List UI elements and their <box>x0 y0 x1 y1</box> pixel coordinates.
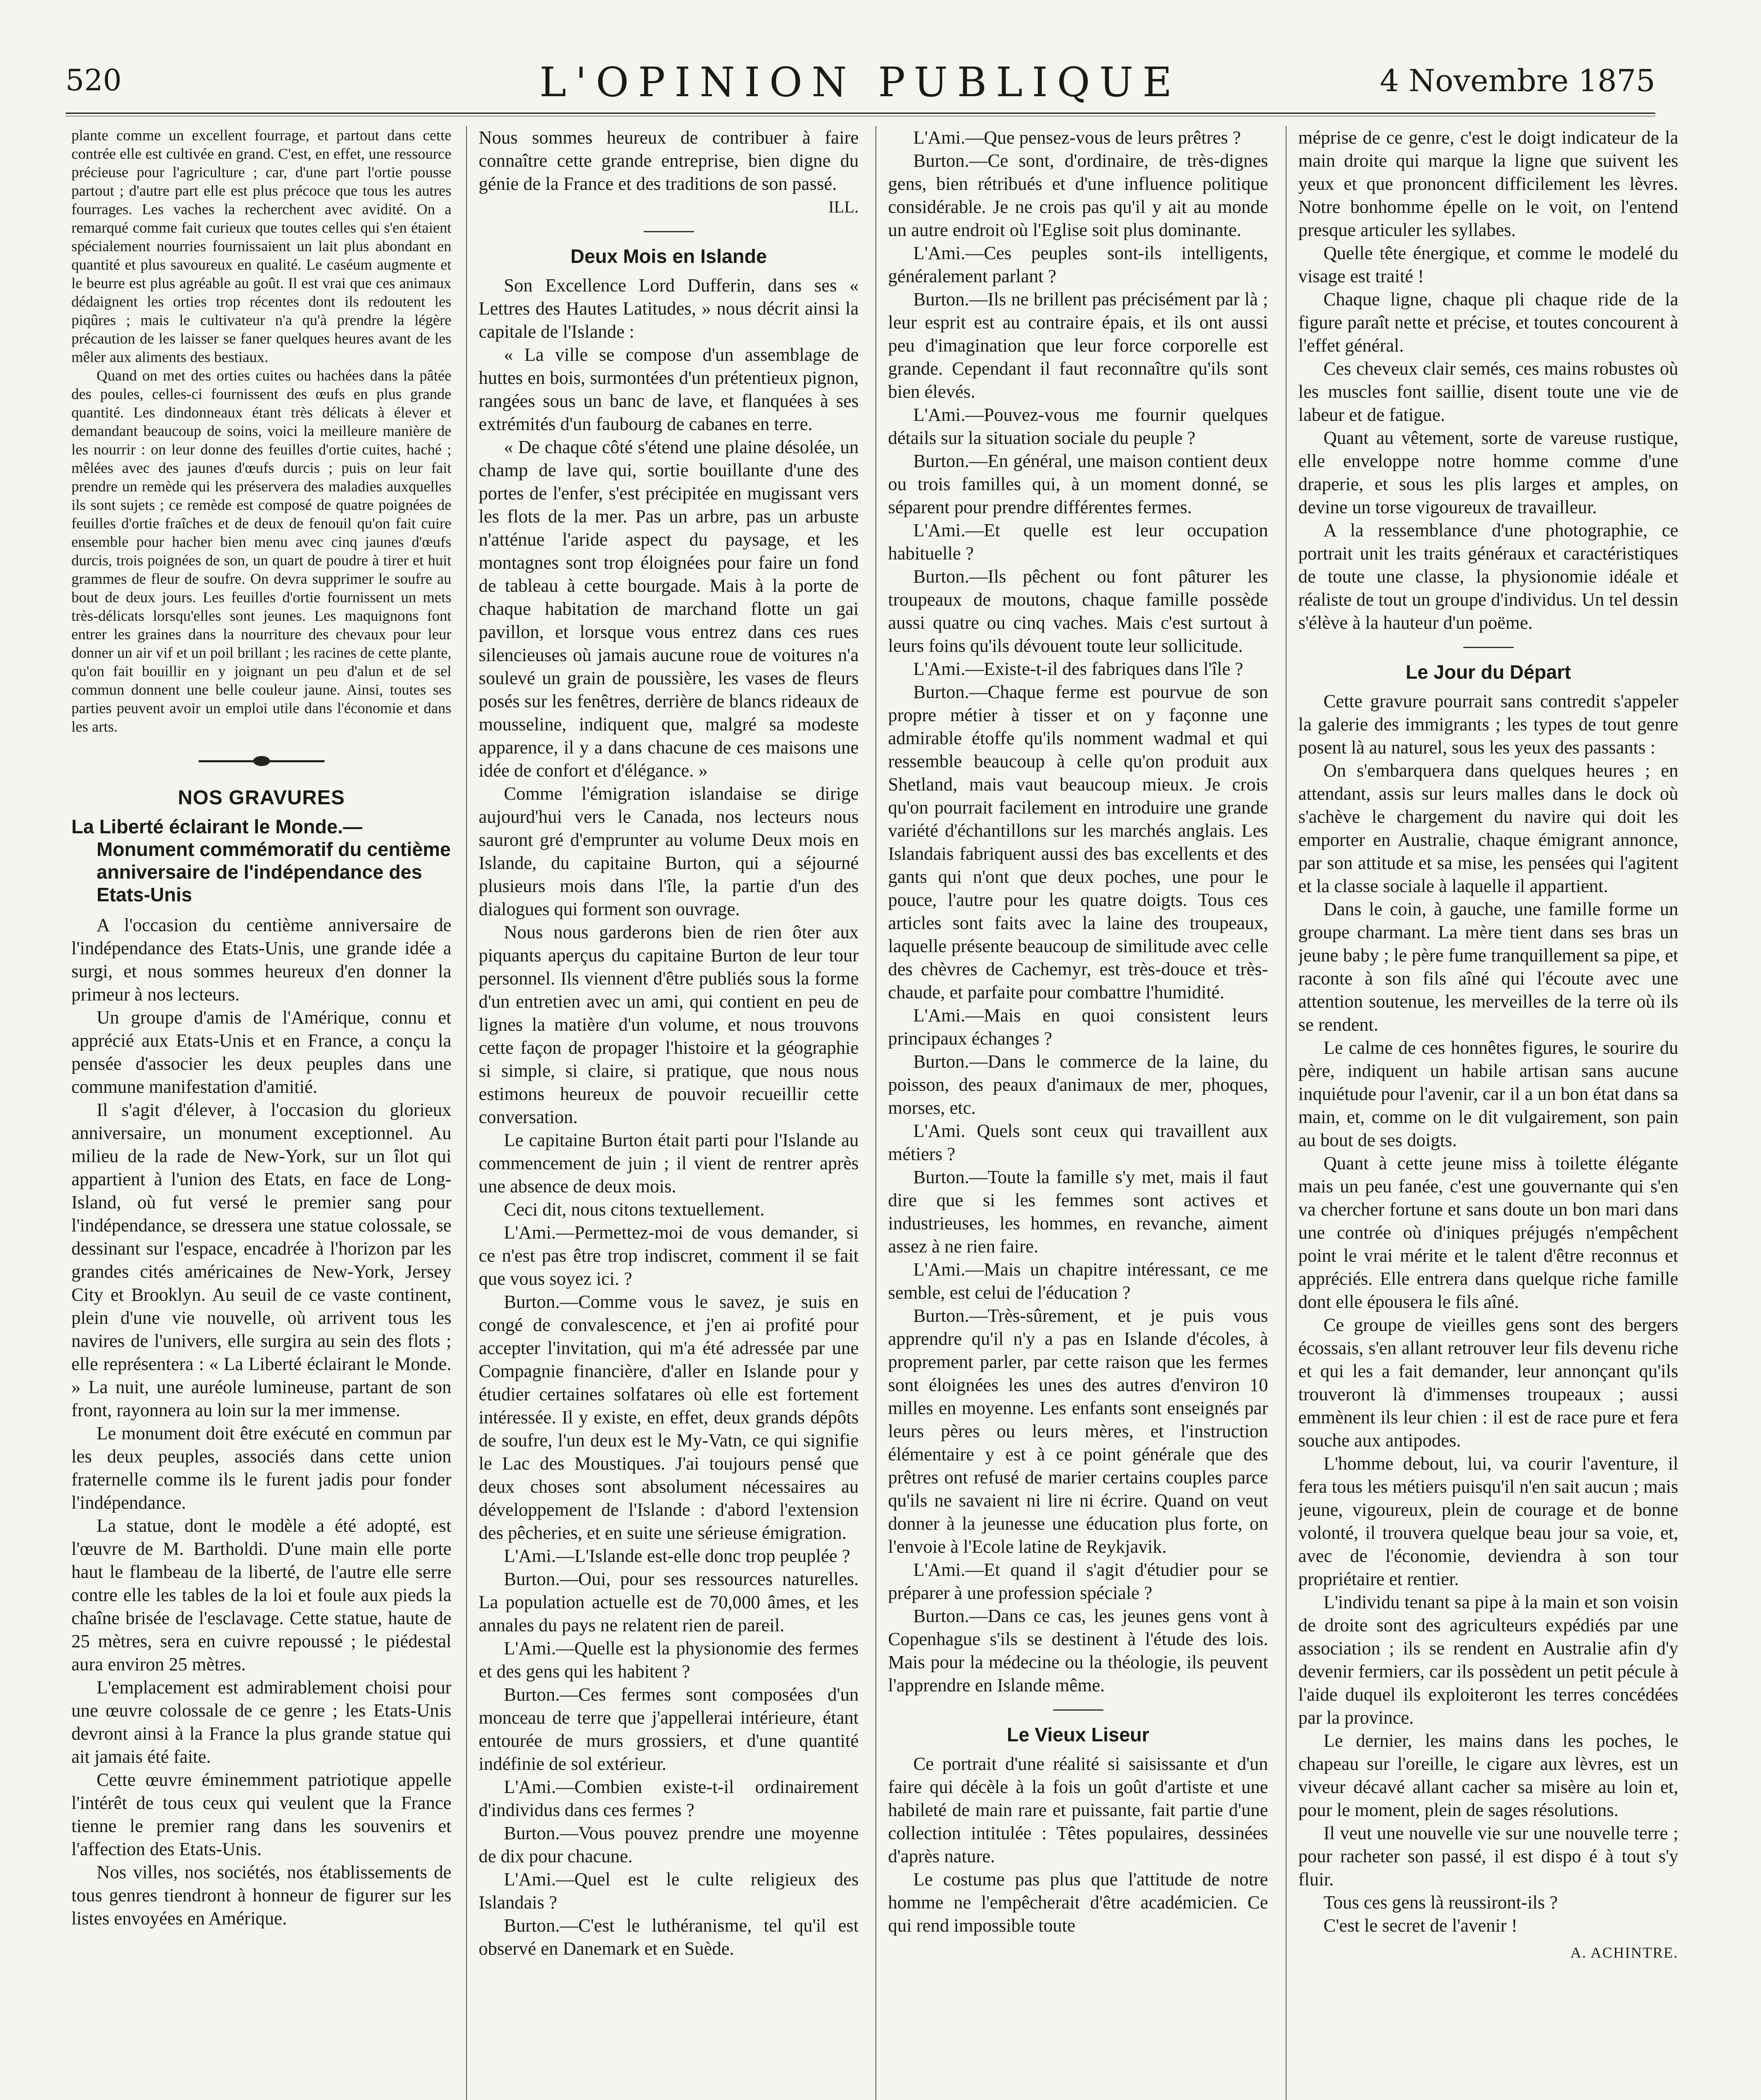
paragraph: Le costume pas plus que l'attitude de notre homme ne l'empêcherait d'être académicien. Ce qui rend impossible toute <box>888 1869 1268 1936</box>
paragraph: A la ressemblance d'une photographie, ce portrait unit les traits généraux et caractéristiques de toute une classe, la physionomie idéale et réaliste de tout un groupe d'individus. Un tel dessin s'élève à la hauteur d'un poëme. <box>1298 520 1678 633</box>
paragraph: Le monument doit être exécuté en commun par les deux peuples, associés dans cette union fraternelle comme ils le furent jadis pour fonder l'indépendance. <box>71 1423 451 1513</box>
paragraph: Comme l'émigration islandaise se dirige aujourd'hui vers le Canada, nos lecteurs nous sauront gré d'emprunter au volume Deux mois en Islande, du capitaine Burton, qui a séjourné plusieurs mois dans l'île, la partie d'un des dialogues qui forment son ouvrage. <box>479 783 859 919</box>
divider <box>1463 647 1514 648</box>
dialog-line: L'Ami.—Quel est le culte religieux des Islandais ? <box>479 1869 859 1913</box>
column-4 <box>1298 126 1678 2100</box>
dialog-line: L'Ami.—Que pensez-vous de leurs prêtres ? <box>913 127 1241 148</box>
paragraph: Tous ces gens là reussiront-ils ? <box>1323 1892 1558 1913</box>
issue-date: 4 Novembre 1875 <box>1380 63 1655 98</box>
paragraph: Son Excellence Lord Dufferin, dans ses « Lettres des Hautes Latitudes, » nous décrit ainsi la capitale de l'Islande : <box>479 275 859 342</box>
article-title: Deux Mois en Islande <box>570 245 767 267</box>
paragraph: Quand on met des orties cuites ou hachées dans la pâtée des poules, celles-ci fournissent des œufs en plus grande quantité. Les dindonneaux étant très délicats à élever et demandant beaucoup de soins, voici la meilleure manière de les nourrir : on leur donne des feuilles d'ortie cuites, haché ; mêlées avec des jaunes d'œufs durcis ; puis on leur fait prendre un remède qui les préservera des maladies auxquelles ils sont sujets ; ce remède est composé de quatre poignées de feuilles d'ortie fraîches et de deux de fenouil qu'on fait cuire ensemble pour hacher bien menu avec cinq jaunes d'œufs durcis, trois poignées de son, un quart de poudre à tirer et huit grammes de fleur de soufre. On devra supprimer le soufre au bout de deux jours. Les feuilles d'ortie fournissent un mets très-délicats lorsqu'elles sont jeunes. Les maquignons font entrer les graines dans la nourriture des chevaux pour leur donner un air vif et un poil brillant ; les racines de cette plante, qu'on fait bouillir en y joignant un peu d'alun et de sel commun donnent une belle couleur jaune. Ainsi, toutes ses parties peuvent avoir un emploi utile dans l'économie et dans les arts. <box>71 367 451 735</box>
author-signature: A. ACHINTRE. <box>1570 1944 1678 1961</box>
paragraph: L'individu tenant sa pipe à la main et son voisin de droite sont des agriculteurs expédiés par une association ; ils se rendent en Australie afin d'y devenir fermiers, car ils possèdent un petit pécule à l'aide duquel ils exploiteront les terres concédées par la province. <box>1298 1592 1678 1728</box>
dialog-line: Burton.—Ces fermes sont composées d'un monceau de terre que j'appellerai intérieure, étant entourée de murs grossiers, et d'une quantité indéfinie de sol extérieur. <box>479 1684 859 1774</box>
dialog-line: Burton.—Chaque ferme est pourvue de son propre métier à tisser et on y façonne une admirable étoffe qu'ils nomment wadmal et qui ressemble beaucoup à celle qu'on produit aux Shetland, mais vaut beaucoup mieux. Je crois qu'on pourrait facilement en introduire une grande variété d'échantillons sur les marchés anglais. Les Islandais fabriquent aussi des bas excellents et des gants qui n'ont que deux poches, une pour le pouce, l'autre pour les quatre doigts. Tous ces articles sont faits avec la laine des troupeaux, laquelle présente beaucoup de similitude avec celle des chèvres de Cachemyr, est très-douce et très-chaude, et parfaite pour combattre l'humidité. <box>888 682 1268 1003</box>
paragraph: Quant au vêtement, sorte de vareuse rustique, elle enveloppe notre homme comme d'une draperie, et sous les plis larges et amples, on devine un torse vigoureux de travailleur. <box>1298 428 1678 517</box>
paragraph: Un groupe d'amis de l'Amérique, connu et apprécié aux Etats-Unis et en France, a conçu la pensée d'associer les deux peuples dans une commune manifestation d'amitié. <box>71 1007 451 1097</box>
dialog-line: L'Ami.—L'Islande est-elle donc trop peuplée ? <box>504 1546 850 1566</box>
column-2 <box>479 126 859 2100</box>
divider <box>1053 1709 1103 1711</box>
dialog-line: Burton.—Toute la famille s'y met, mais il faut dire que si les femmes sont actives et industrieuses, les hommes, en revanche, aiment assez à ne rien faire. <box>888 1167 1268 1257</box>
paragraph: Dans le coin, à gauche, une famille forme un groupe charmant. La mère tient dans ses bras un jeune baby ; le père fume tranquillement sa pipe, et raconte à son fils aîné qui l'écoute avec une attention soutenue, les merveilles de la terre où ils se rendent. <box>1298 899 1678 1035</box>
dialog-line: Burton.—Ils pêchent ou font pâturer les troupeaux de moutons, chaque famille possède aussi quatre ou cinq vaches. Mais c'est surtout à leurs foins qu'ils dévouent toute leur sollicitude. <box>888 566 1268 656</box>
paragraph: Ce groupe de vieilles gens sont des bergers écossais, s'en allant retrouver leur fils devenu riche et qui les a fait demander, leur annonçant qu'ils trouveront là d'immenses troupeaux ; aussi emmènent ils leur chien : il est de race pure et fera souche aux antipodes. <box>1298 1315 1678 1451</box>
dialog-line: Burton.—Dans ce cas, les jeunes gens vont à Copenhague s'ils se destinent à l'étude des lois. Mais pour la médecine ou la théologie, ils peuvent l'apprendre en Islande même. <box>888 1606 1268 1696</box>
dialog-line: L'Ami.—Combien existe-t-il ordinairement d'individus dans ces fermes ? <box>479 1777 859 1820</box>
dialog-line: L'Ami.—Permettez-moi de vous demander, si ce n'est pas être trop indiscret, comment il se fait que vous soyez ici. ? <box>479 1222 859 1289</box>
dialog-line: Burton.—Très-sûrement, et je puis vous apprendre qu'il n'y a pas en Islande d'écoles, à proprement parler, par cette raison que les fermes sont éloignées les unes des autres d'environ 10 milles en moyenne. Les enfants sont enseignés par leurs pères ou leurs mères, et l'instruction élémentaire y est à ce point générale que des prêtres ont refusé de marier certains couples parce qu'ils ne savaient ni lire ni écrire. Quand on veut donner à la jeunesse une éducation plus forte, on l'envoie à l'Ecole latine de Reykjavik. <box>888 1305 1268 1557</box>
article-title: Le Jour du Départ <box>1405 661 1571 683</box>
masthead <box>66 59 1655 105</box>
paragraph: Nous nous garderons bien de rien ôter aux piquants aperçus du capitaine Burton de leur tour personnel. Ils viennent d'être publiés sous la forme d'un entretien avec un ami, qui contient en peu de lignes la matière d'un volume, et nous trouvons cette façon de propager l'histoire et la géographie si simple, si claire, si pratique, que nous nous estimons heureux de pouvoir recueillir cette conversation. <box>479 922 859 1127</box>
paragraph: A l'occasion du centième anniversaire de l'indépendance des Etats-Unis, une grande idée a surgi, et nous sommes heureux d'en donner la primeur à nos lecteurs. <box>71 915 451 1005</box>
article-title: La Liberté éclairant le Monde.—Monument commémoratif du centième anniversaire de l'indépendance des Etats-Unis <box>71 816 451 906</box>
paragraph: « De chaque côté s'étend une plaine désolée, un champ de lave qui, sortie bouillante d'une des portes de l'enfer, s'est précipitée en mugissant vers les flots de la mer. Pas un arbre, pas un arbuste n'atténue l'aride aspect du paysage, et les montagnes sont trop éloignées pour faire un fond de tableau à cette bourgade. Mais à la porte de chaque habitation de marchand flotte un gai pavillon, et lorsque vous entrez dans ces rues silencieuses où jamais aucune roue de voitures n'a soulevé un grain de poussière, les vases de fleurs posés sur les fenêtres, derrière de blancs rideaux de mousseline, indiquent que, malgré sa modeste apparence, il y a dans chacune de ces maisons une idée de confort et d'élégance. » <box>479 437 859 781</box>
dialog-line: Burton.—En général, une maison contient deux ou trois familles qui, à un moment donné, se séparent pour prendre différentes fermes. <box>888 451 1268 517</box>
column-3 <box>888 126 1268 2100</box>
dialog-line: Burton.—Comme vous le savez, je suis en congé de convalescence, et j'en ai profité pour accepter l'invitation, qui m'a été adressée par une Compagnie financière, d'aller en Islande pour y étudier certaines solfatares où elle est fortement intéressée. Il y existe, en effet, deux grands dépôts de soufre, l'un deux est le My-Vatn, ce qui signifie le Lac des Moustiques. J'ai toujours pensé que deux choses sont absolument nécessaires au développement de l'Islande : d'abord l'extension des pêcheries, et en suite une sérieuse émigration. <box>479 1292 859 1543</box>
column-1 <box>71 126 451 2100</box>
dialog-line: Burton.—Oui, pour ses ressources naturelles. La population actuelle est de 70,000 âmes, et les annales du pays ne relatent rien de pareil. <box>479 1569 859 1635</box>
dialog-line: L'Ami.—Et quelle est leur occupation habituelle ? <box>888 520 1268 564</box>
paragraph: Quant à cette jeune miss à toilette élégante mais un peu fanée, c'est une gouvernante qui s'en va chercher fortune et sans doute un bon mari dans une contrée où d'iniques préjugés n'empêchent point le vrai mérite et le talent d'être reconnus et appréciés. Elle entrera dans quelque riche famille dont elle épousera le fils aîné. <box>1298 1153 1678 1312</box>
paragraph: Il veut une nouvelle vie sur une nouvelle terre ; pour racheter son passé, il est dispo é à tout s'y fluir. <box>1298 1823 1678 1890</box>
dialog-line: L'Ami. Quels sont ceux qui travaillent aux métiers ? <box>888 1121 1268 1164</box>
dialog-line: L'Ami.—Mais un chapitre intéressant, ce me semble, est celui de l'éducation ? <box>888 1259 1268 1303</box>
dialog-line: Burton.—C'est le luthéranisme, tel qu'il est observé en Danemark et en Suède. <box>479 1915 859 1959</box>
dialog-line: Burton.—Vous pouvez prendre une moyenne de dix pour chacune. <box>479 1823 859 1866</box>
dialog-line: L'Ami.—Ces peuples sont-ils intelligents, généralement parlant ? <box>888 243 1268 286</box>
header-rule <box>66 113 1655 114</box>
dialog-line: L'Ami.—Existe-t-il des fabriques dans l'île ? <box>913 659 1243 679</box>
paragraph: Le dernier, les mains dans les poches, le chapeau sur l'oreille, le cigare aux lèvres, est un viveur décavé allant cacher sa misère au loin et, pour le moment, plein de sages résolutions. <box>1298 1730 1678 1820</box>
paragraph: « La ville se compose d'un assemblage de huttes en bois, surmontées d'un prétentieux pignon, rangées sous un banc de lave, et flanquées à ses extrémités d'un faubourg de cabanes en terre. <box>479 344 859 434</box>
dialog-line: L'Ami.—Quelle est la physionomie des fermes et des gens qui les habitent ? <box>479 1638 859 1682</box>
divider <box>644 231 694 232</box>
dialog-line: Burton.—Dans le commerce de la laine, du poisson, des peaux d'animaux de mer, phoques, morses, etc. <box>888 1051 1268 1118</box>
column-divider <box>1286 126 1287 2100</box>
article-title: Le Vieux Liseur <box>1006 1724 1150 1746</box>
paragraph: On s'embarquera dans quelques heures ; en attendant, assis sur leurs malles dans le dock où s'achève le chargement du navire qui doit les emporter en Australie, chaque émigrant annonce, par son attitude et sa mise, les pensées qui l'agitent et la classe sociale à laquelle il appartient. <box>1298 760 1678 896</box>
author-initials: ILL. <box>828 197 859 216</box>
ornament-divider <box>199 753 325 769</box>
dialog-line: Burton.—Ils ne brillent pas précisément par là ; leur esprit est au contraire épais, et ils ont aussi peu d'imagination que leur force corporelle est grande. Cependant il faut reconnaître qu'ils sont bien élevés. <box>888 289 1268 402</box>
dialog-line: L'Ami.—Mais en quoi consistent leurs principaux échanges ? <box>888 1005 1268 1049</box>
paragraph: plante comme un excellent fourrage, et partout dans cette contrée elle est cultivée en grand. C'est, en effet, une ressource précieuse pour l'agriculture ; car, d'une part l'ortie pousse partout ; d'autre part elle est plus précoce que tous les autres fourrages. Les vaches la recherchent avec avidité. On a remarqué comme fait curieux que toutes celles qui s'en étaient spécialement nourries fournissaient un lait plus abondant en quantité et plus savoureux en qualité. Le caséum augmente et le beurre est plus agréable au goût. Il est vrai que ces animaux dédaignent les orties trop récentes dont ils redoutent les piqûres ; mais le cultivateur n'a qu'à prendre la légère précaution de les laisser se faner quelques heures avant de les mêler aux aliments des bestiaux. <box>71 127 451 365</box>
section-title: NOS GRAVURES <box>178 787 345 809</box>
paragraph: L'emplacement est admirablement choisi pour une œuvre colossale de ce genre ; les Etats-Unis devront ainsi à la France la plus grande statue qui ait jamais été faite. <box>71 1677 451 1767</box>
paragraph: L'homme debout, lui, va courir l'aventure, il fera tous les métiers puisqu'il n'en sait aucun ; mais jeune, vigoureux, plein de courage et de bonne volonté, il trouvera quelque beau jour sa voie, et, avec de l'économie, deviendra à son tour propriétaire et rentier. <box>1298 1453 1678 1589</box>
paragraph: Chaque ligne, chaque pli chaque ride de la figure paraît nette et précise, et toutes concourent à l'effet général. <box>1298 289 1678 356</box>
dialog-line: L'Ami.—Et quand il s'agit d'étudier pour se préparer à une profession spéciale ? <box>888 1559 1268 1603</box>
paragraph: La statue, dont le modèle a été adopté, est l'œuvre de M. Bartholdi. D'une main elle porte haut le flambeau de la liberté, de l'autre elle serre contre elle les tables de la loi et foule aux pieds la chaîne brisée de l'esclavage. Cette statue, haute de 25 mètres, sera en cuivre repoussé ; le piédestal aura environ 25 mètres. <box>71 1515 451 1675</box>
paragraph: Il s'agit d'élever, à l'occasion du glorieux anniversaire, un monument exceptionnel. Au milieu de la rade de New-York, sur un îlot qui appartient à l'union des Etats, en face de Long-Island, où fut versé le premier sang pour l'indépendance, se dressera une statue colossale, se dessinant sur l'espace, encadrée à l'horizon par les grandes cités américaines de New-York, Jersey City et Brooklyn. Au seuil de ce vaste continent, plein d'une vie nouvelle, où arrivent tous les navires de l'univers, elle surgira au sein des flots ; elle représentera : « La Liberté éclairant le Monde. » La nuit, une auréole lumineuse, partant de son front, rayonnera au loin sur la mer immense. <box>71 1100 451 1420</box>
paragraph: Cette gravure pourrait sans contredit s'appeler la galerie des immigrants ; les types de tout genre posent là au naturel, sous les yeux des passants : <box>1298 691 1678 758</box>
publication-title: L'OPINION PUBLIQUE <box>539 59 1182 106</box>
paragraph: Le capitaine Burton était parti pour l'Islande au commencement de juin ; il vient de rentrer après une absence de deux mois. <box>479 1130 859 1197</box>
paragraph: Ceci dit, nous citons textuellement. <box>504 1199 765 1220</box>
page-number: 520 <box>66 63 122 97</box>
paragraph: méprise de ce genre, c'est le doigt indicateur de la main droite qui marque la ligne que suivent les yeux et que prononcent difficilement les lèvres. Notre bonhomme épelle on le voit, on l'entend presque articuler les syllabes. <box>1298 127 1678 240</box>
column-divider <box>875 126 876 2100</box>
dialog-line: L'Ami.—Pouvez-vous me fournir quelques détails sur la situation sociale du peuple ? <box>888 404 1268 448</box>
paragraph: Nos villes, nos sociétés, nos établissements de tous genres tiendront à honneur de figurer sur les listes envoyées en Amérique. <box>71 1862 451 1929</box>
paragraph: Ces cheveux clair semés, ces mains robustes où les muscles font saillie, disent toute une vie de labeur et de fatigue. <box>1298 358 1678 425</box>
paragraph: Quelle tête énergique, et comme le modelé du visage est traité ! <box>1298 243 1678 286</box>
paragraph: Ce portrait d'une réalité si saisissante et d'un faire qui décèle à la fois un goût d'artiste et une habileté de main rare et puissante, fait partie d'une collection intitulée : Têtes populaires, dessinées d'après nature. <box>888 1754 1268 1866</box>
paragraph: C'est le secret de l'avenir ! <box>1323 1915 1517 1936</box>
dialog-line: Burton.—Ce sont, d'ordinaire, de très-dignes gens, bien rétribués et d'une influence politique considérable. Je ne crois pas qu'il y ait au monde un autre endroit où l'Eglise soit plus dominante. <box>888 150 1268 240</box>
paragraph: Nous sommes heureux de contribuer à faire connaître cette grande entreprise, bien digne du génie de la France et des traditions de son passé. <box>479 127 859 194</box>
paragraph: Le calme de ces honnêtes figures, le sourire du père, indiquent un habile artisan sans aucune inquiétude pour l'avenir, car il a un bon état dans sa main, et, comme on le dit vulgairement, son pain au bout de ses doigts. <box>1298 1037 1678 1150</box>
column-divider <box>466 126 467 2100</box>
paragraph: Cette œuvre éminemment patriotique appelle l'intérêt de tous ceux qui veulent que la France tienne le premier rang dans les souvenirs et l'affection des Etats-Unis. <box>71 1769 451 1859</box>
